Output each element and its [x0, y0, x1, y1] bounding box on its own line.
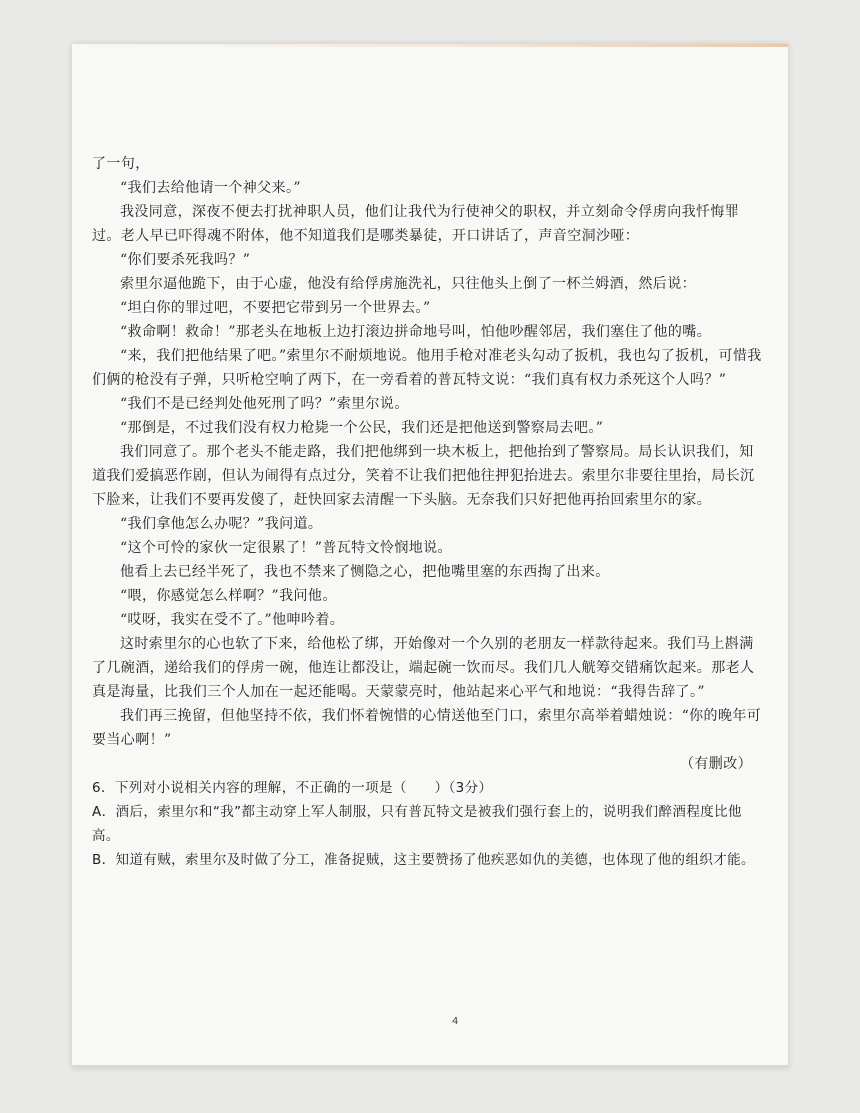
page-number: 4 — [452, 1016, 459, 1027]
paragraph: 索里尔逼他跪下，由于心虚，他没有给俘虏施洗礼，只往他头上倒了一杯兰姆酒，然后说： — [120, 276, 696, 292]
paragraph: “那倒是，不过我们没有权力枪毙一个公民，我们还是把他送到警察局去吧。” — [120, 420, 604, 436]
paragraph: “你们要杀死我吗？” — [120, 252, 251, 268]
paragraph: 他看上去已经半死了，我也不禁来了恻隐之心，把他嘴里塞的东西掏了出来。 — [120, 564, 610, 580]
paragraph: “我们不是已经判处他死刑了吗？”索里尔说。 — [120, 396, 409, 412]
abridged-note: （有删改） — [680, 756, 752, 772]
paragraph: 我们再三挽留，但他坚持不依，我们怀着惋惜的心情送他至门口，索里尔高举着蜡烛说：“你的晚年可要当心啊！” — [92, 708, 762, 748]
paragraph: “这个可怜的家伙一定很累了！”普瓦特文怜悯地说。 — [120, 540, 452, 556]
option-b: B．知道有贼，索里尔及时做了分工，准备捉贼，这主要赞扬了他疾恶如仇的美德，也体现了他的组织才能。 — [92, 852, 755, 868]
paragraph: “哎呀，我实在受不了。”他呻吟着。 — [120, 612, 345, 628]
paragraph: 我没同意，深夜不便去打扰神职人员，他们让我代为行使神父的职权，并立刻命令俘虏向我忏悔罪过。老人早已吓得魂不附体，他不知道我们是哪类暴徒，开口讲话了，声音空洞沙哑： — [92, 204, 740, 244]
option-a: A．酒后，索里尔和“我”都主动穿上军人制服，只有普瓦特文是被我们强行套上的，说明我们醉酒程度比他高。 — [92, 804, 742, 844]
story-text — [92, 152, 762, 872]
paragraph: “来，我们把他结果了吧。”索里尔不耐烦地说。他用手枪对准老头勾动了扳机，我也勾了扳机，可惜我们俩的枪没有子弹，只听枪空响了两下，在一旁看着的普瓦特文说：“我们真有权力杀死这个人吗？” — [92, 348, 762, 388]
paragraph: “我们拿他怎么办呢？”我问道。 — [120, 516, 323, 532]
paragraph: “救命啊！救命！”那老头在地板上边打滚边拼命地号叫，怕他吵醒邻居，我们塞住了他的嘴。 — [120, 324, 712, 340]
paragraph: 这时索里尔的心也软了下来，给他松了绑，开始像对一个久别的老朋友一样款待起来。我们马上斟满了几碗酒，递给我们的俘虏一碗，他连让都没让，端起碗一饮而尽。我们几人觥筹交错痛饮起来。那老人真是海量，比我们三个人加在一起还能喝。天蒙蒙亮时，他站起来心平气和地说：“我得告辞了。” — [92, 636, 755, 700]
paper-top-edge — [72, 44, 788, 47]
paragraph: “我们去给他请一个神父来。” — [120, 180, 301, 196]
paragraph: “坦白你的罪过吧，不要把它带到另一个世界去。” — [120, 300, 431, 316]
question-stem: 6．下列对小说相关内容的理解，不正确的一项是（ ）（3分） — [92, 780, 493, 796]
paper-bottom-edge — [72, 1065, 788, 1068]
paragraph: 了一句， — [92, 156, 150, 172]
paragraph: “喂，你感觉怎么样啊？”我问他。 — [120, 588, 337, 604]
paragraph: 我们同意了。那个老头不能走路，我们把他绑到一块木板上，把他抬到了警察局。局长认识我们，知道我们爱搞恶作剧，但认为闹得有点过分，笑着不让我们把他往押犯抬进去。索里尔非要往里抬，局长沉下脸来，让我们不要再发傻了，赶快回家去清醒一下头脑。无奈我们只好把他再抬回索里尔的家。 — [92, 444, 755, 508]
